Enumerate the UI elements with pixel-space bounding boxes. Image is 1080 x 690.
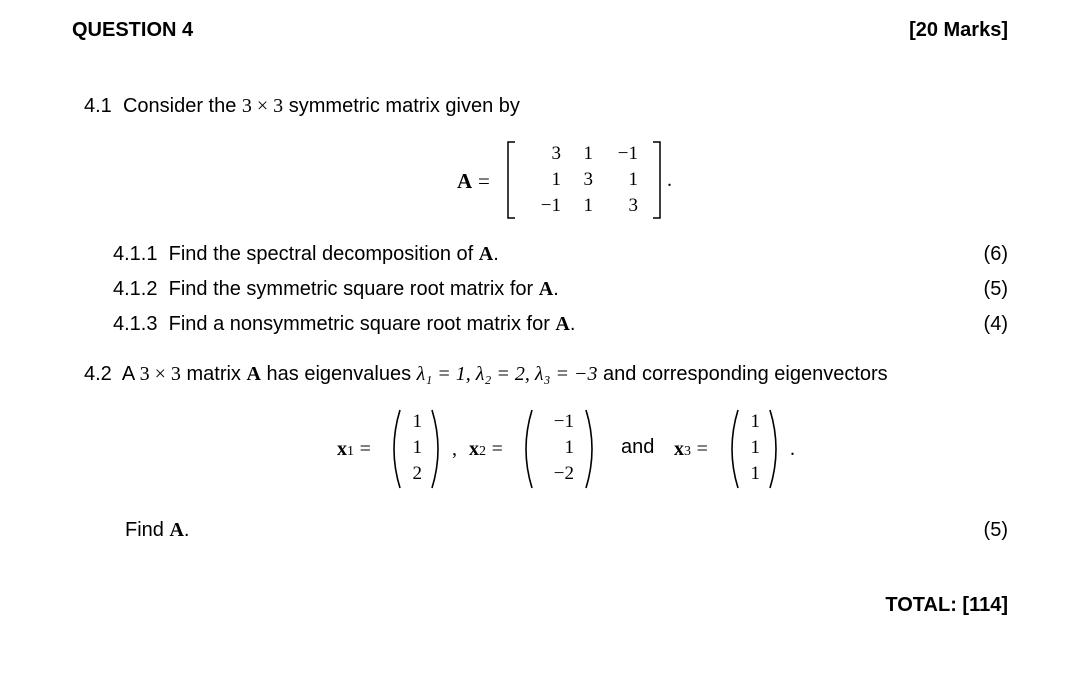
matrix-cell: 1 [551,169,561,190]
x1-equals: = [359,438,371,460]
total-marks: TOTAL: [114] [885,594,1008,616]
matrix-a [505,140,663,220]
matrix-cell: 3 [551,143,561,164]
q41-intro-pre: Consider the [122,95,237,117]
and-text: and [621,436,655,458]
subquestion-item [113,278,559,301]
q42-text-d: and corresponding eigenvectors [603,363,888,385]
q42-number: 4.2 [84,363,112,385]
x1-comma: , [452,438,457,460]
vector-entry: 2 [412,463,422,484]
q42-dims: 3 × 3 [139,363,181,385]
q42-symbol: A [246,363,261,385]
x1-sub: 1 [347,444,354,459]
matrix-label: A [457,169,473,193]
matrix-cell: 3 [628,195,638,216]
q41-dims: 3 × 3 [241,95,284,117]
q42-intro [84,363,888,386]
q41-number: 4.1 [84,95,112,117]
subquestion-text: Find a nonsymmetric square root matrix for [168,313,550,335]
matrix-cell: −1 [617,143,638,164]
subquestion-symbol: A [538,278,554,300]
x3-label: x [674,438,684,460]
x3-sub: 3 [684,444,691,459]
subquestion-symbol: A [478,243,494,265]
find-symbol: A [169,519,184,541]
vector-entry: 1 [412,411,422,432]
subquestion-number: 4.1.2 [113,278,158,300]
vector-entry: 1 [750,463,760,484]
subquestion-item [113,313,575,336]
vector-entry: 1 [750,437,760,458]
q42-eigenvalues: λ₁ = 1, λ₂ = 2, λ₃ = −3 [416,363,598,385]
find-end: . [183,519,190,541]
find-text: Find [125,519,164,541]
x2-equals: = [491,438,503,460]
x2-sub: 2 [479,444,486,459]
q41-intro-post: symmetric matrix given by [288,95,520,117]
q42-text-a: A [121,363,135,385]
matrix-cell: 1 [628,169,638,190]
q41-intro [84,95,520,118]
matrix-cell: 3 [583,169,593,190]
x1-label-group [337,438,371,461]
x3-equals: = [696,438,708,460]
vector-entry: 1 [750,411,760,432]
vector-entry: 1 [564,437,574,458]
q42-marks: (5) [983,519,1008,541]
subquestion-text: Find the symmetric square root matrix for [168,278,534,300]
x2-label: x [469,438,479,460]
subquestion-number: 4.1.3 [113,313,158,335]
vector-entry: −2 [553,463,574,484]
question-marks: [20 Marks] [909,19,1008,41]
subquestion-marks: (4) [983,313,1008,335]
q42-text-b: matrix [186,363,241,385]
x1-label: x [337,438,347,460]
matrix-period: . [667,169,672,191]
vector-x2 [520,408,598,490]
matrix-equation-label [457,169,490,194]
matrix-cell: 1 [583,195,593,216]
subquestion-end: . [569,313,576,335]
subquestion-end: . [553,278,559,300]
vector-x1 [388,408,444,490]
find-a [125,519,189,542]
subquestion-symbol: A [555,313,570,335]
subquestion-end: . [493,243,499,265]
q42-text-c: has eigenvalues [266,363,412,385]
subquestion-marks: (6) [983,243,1008,265]
x3-label-group [674,438,708,461]
vector-x3 [726,408,782,490]
matrix-cell: −1 [540,195,561,216]
matrix-equals: = [478,169,490,193]
x2-label-group [469,438,503,461]
question-title: QUESTION 4 [72,19,194,41]
subquestion-item [113,243,499,266]
matrix-cell: 1 [583,143,593,164]
vectors-period: . [790,438,795,460]
subquestion-number: 4.1.1 [113,243,158,265]
subquestion-text: Find the spectral decomposition of [168,243,474,265]
subquestion-marks: (5) [983,278,1008,300]
vector-entry: 1 [412,437,422,458]
vector-entry: −1 [553,411,574,432]
